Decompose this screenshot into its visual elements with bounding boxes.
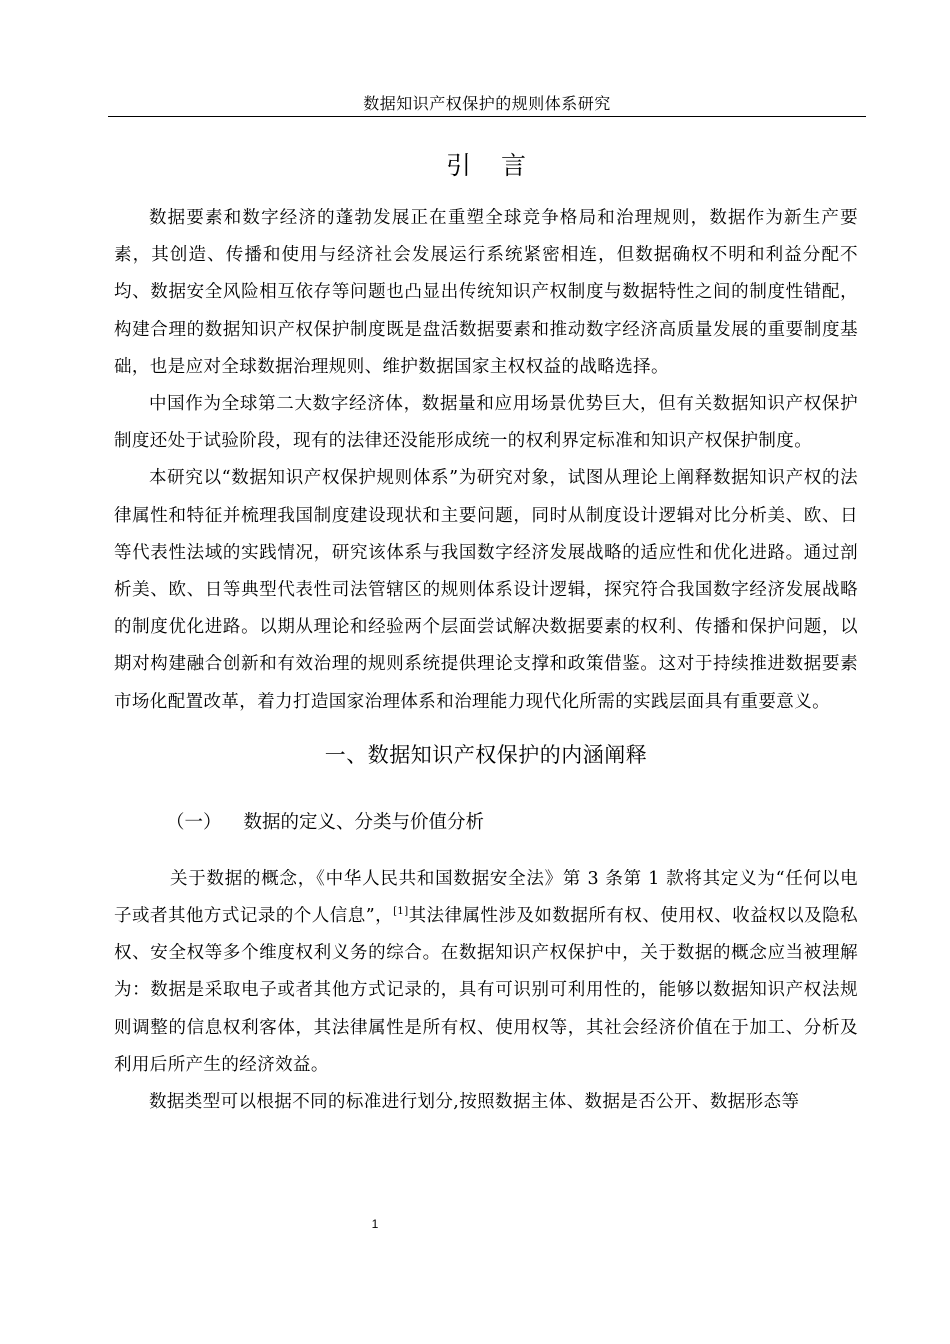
- page-number: 1: [371, 1217, 379, 1231]
- subsection-title: 数据的定义、分类与价值分析: [243, 811, 485, 833]
- intro-paragraph-2: 中国作为全球第二大数字经济体，数据量和应用场景优势巨大，但有关数据知识产权保护制度还处于试验阶段，现有的法律还没能形成统一的权利界定标准和知识产权保护制度。: [114, 394, 858, 452]
- body-text: [114, 137, 858, 1121]
- citation-ref[interactable]: [1]: [393, 906, 409, 918]
- header-rule: [108, 116, 866, 117]
- section-heading: 一、数据知识产权保护的内涵阐释: [324, 742, 648, 767]
- section-paragraph-1: [114, 861, 858, 1084]
- subsection-heading: [166, 807, 858, 839]
- intro-paragraph-3: 本研究以“数据知识产权保护规则体系”为研究对象，试图从理论上阐释数据知识产权的法律属性和特征并梳理我国制度建设现状和主要问题，同时从制度设计逻辑对比分析美、欧、日等代表性法域的实践情况，研究该体系与我国数字经济发展战略的适应性和优化进路。通过剖析美、欧、日等典型代表性司法管辖区的规则体系设计逻辑，探究符合我国数字经济发展战略的制度优化进路。以期从理论和经验两个层面尝试解决数据要素的权利、传播和保护问题，以期对构建融合创新和有效治理的规则系统提供理论支撑和政策借鉴。这对于持续推进数据要素市场化配置改革，着力打造国家治理体系和治理能力现代化所需的实践层面具有重要意义。: [114, 468, 858, 712]
- paragraph-text-before-ref: 关于数据的概念，《中华人民共和国数据安全法》第 3 条第 1 款将其定义为“任何以电子或者其他方式记录的个人信息”，: [114, 868, 858, 927]
- paragraph-text-after-ref: 其法律属性涉及如数据所有权、使用权、收益权以及隐私权、安全权等多个维度权利义务的综合。在数据知识产权保护中，关于数据的概念应当被理解为：数据是采取电子或者其他方式记录的，具有可识别可利用性的，能够以数据知识产权法规则调整的信息权利客体，其法律属性是所有权、使用权等，其社会经济价值在于加工、分析及利用后所产生的经济效益。: [114, 906, 858, 1075]
- intro-title: 引言: [445, 151, 556, 180]
- running-header: 数据知识产权保护的规则体系研究: [363, 94, 611, 113]
- section-paragraph-2: 数据类型可以根据不同的标准进行划分,按照数据主体、数据是否公开、数据形态等: [149, 1092, 800, 1113]
- intro-paragraph-1: 数据要素和数字经济的蓬勃发展正在重塑全球竞争格局和治理规则，数据作为新生产要素，其创造、传播和使用与经济社会发展运行系统紧密相连，但数据确权不明和利益分配不均、数据安全风险相互依存等问题也凸显出传统知识产权制度与数据特性之间的制度性错配，构建合理的数据知识产权保护制度既是盘活数据要素和推动数字经济高质量发展的重要制度基础，也是应对全球数据治理规则、维护数据国家主权权益的战略选择。: [114, 208, 858, 377]
- subsection-number: （一）: [166, 811, 222, 833]
